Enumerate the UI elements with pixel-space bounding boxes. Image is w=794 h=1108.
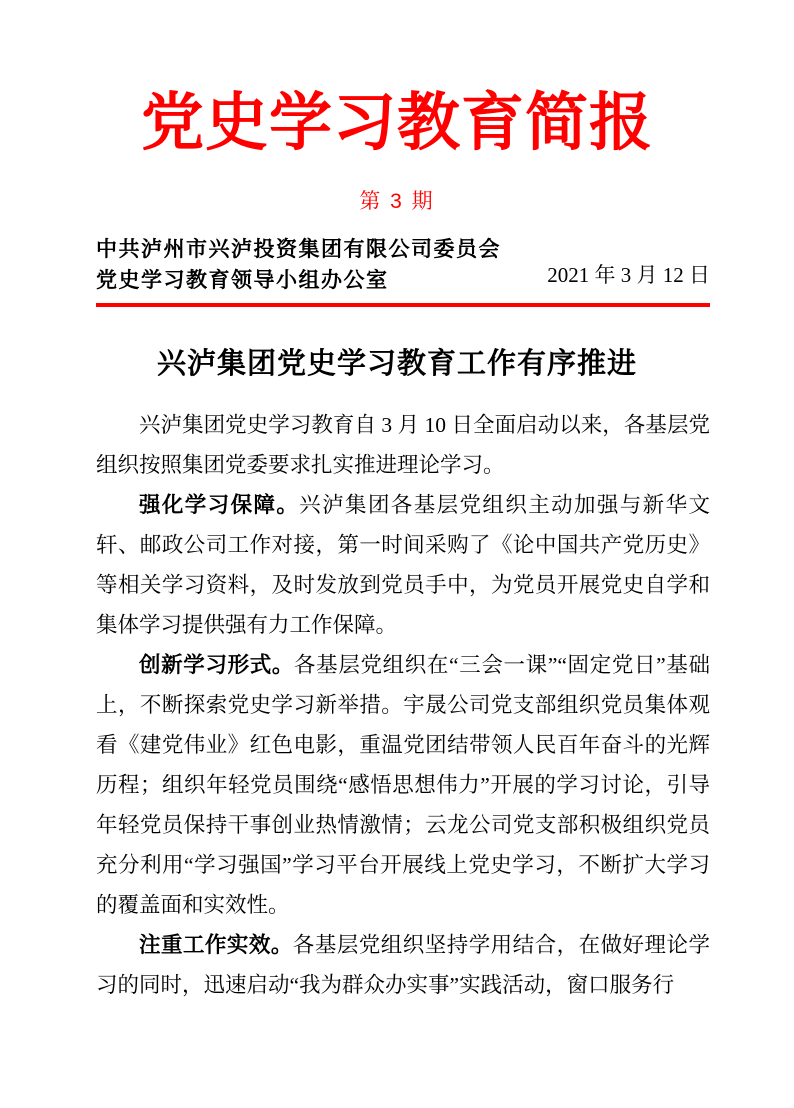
paragraph-learning-forms xyxy=(96,645,710,925)
paragraph-study-support-text: 兴泸集团各基层党组织主动加强与新华文轩、邮政公司工作对接，第一时间采购了《论中国共产党历史》等相关学习资料，及时发放到党员手中，为党员开展党史自学和集体学习提供强有力工作保障。 xyxy=(96,493,710,637)
paragraph-study-support-lead: 强化学习保障。 xyxy=(139,493,300,517)
paragraph-learning-forms-text: 各基层党组织在“三会一课”“固定党日”基础上，不断探索党史学习新举措。宇晟公司党支部组织党员集体观看《建党伟业》红色电影，重温党团结带领人民百年奋斗的光辉历程；组织年轻党员围绕“感悟思想伟力”开展的学习讨论，引导年轻党员保持干事创业热情激情；云龙公司党支部积极组织党员充分利用“学习强国”学习平台开展线上党史学习，不断扩大学习的覆盖面和实效性。 xyxy=(96,653,710,917)
paragraph-work-results xyxy=(96,925,710,1005)
paragraph-learning-forms-lead: 创新学习形式。 xyxy=(139,653,295,677)
issue-number: 第 3 期 xyxy=(359,190,435,213)
masthead-divider-rule xyxy=(96,303,710,307)
issuing-header xyxy=(96,234,710,296)
bulletin-masthead-title: 党史学习教育简报 xyxy=(141,88,653,158)
paragraph-intro-text: 兴泸集团党史学习教育自 3 月 10 日全面启动以来，各基层党组织按照集团党委要求扎实推进理论学习。 xyxy=(96,413,710,477)
issuing-organization xyxy=(96,234,501,296)
article-body xyxy=(96,405,710,1005)
article-title: 兴泸集团党史学习教育工作有序推进 xyxy=(156,348,637,380)
paragraph-work-results-lead: 注重工作实效。 xyxy=(139,933,293,957)
paragraph-intro xyxy=(96,405,710,485)
paragraph-study-support xyxy=(96,485,710,645)
paragraph-work-results-text: 各基层党组织坚持学用结合，在做好理论学习的同时，迅速启动“我为群众办实事”实践活动，窗口服务行 xyxy=(96,933,710,997)
issuing-organization-line2: 党史学习教育领导小组办公室 xyxy=(96,268,389,292)
issue-date: 2021 年 3 月 12 日 xyxy=(547,263,710,287)
issuing-organization-line1: 中共泸州市兴泸投资集团有限公司委员会 xyxy=(96,237,501,261)
